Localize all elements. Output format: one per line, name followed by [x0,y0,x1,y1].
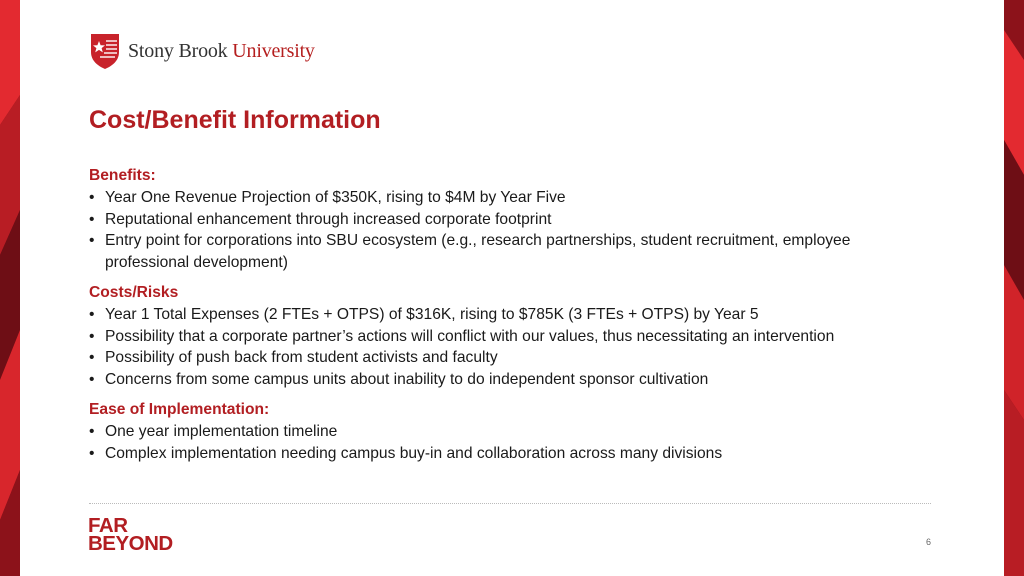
list-item: • Possibility of push back from student activists and faculty [89,347,919,369]
costs-risks-list [89,304,919,391]
logo-suffix: University [232,39,315,62]
far-beyond-logo [88,514,173,555]
list-item: • Year One Revenue Projection of $350K, rising to $4M by Year Five [89,187,919,209]
logo-name: Stony Brook [128,39,228,62]
slide-content [89,165,919,464]
list-item: • Entry point for corporations into SBU ecosystem (e.g., research partnerships, student recruitment, employee professional development) [89,230,919,274]
tagline-line-2: BEYOND [88,532,173,555]
list-item: • Year 1 Total Expenses (2 FTEs + OTPS) of $316K, rising to $785K (3 FTEs + OTPS) by Year 5 [89,304,919,326]
star-shield-icon [89,32,121,70]
costs-risks-heading: Costs/Risks [89,283,179,301]
list-item: • Complex implementation needing campus buy-in and collaboration across many divisions [89,443,919,465]
university-logo [89,32,315,70]
tagline-line-1: FAR [88,514,128,537]
right-decorative-stripe [1004,0,1024,576]
list-item: • Reputational enhancement through increased corporate footprint [89,209,919,231]
list-item: • One year implementation timeline [89,421,919,443]
logo-wordmark [128,40,315,63]
benefits-heading: Benefits: [89,167,156,184]
ease-of-implementation-list [89,421,919,465]
footer-divider [89,503,931,504]
page-number: 6 [926,537,932,547]
list-item: • Concerns from some campus units about inability to do independent sponsor cultivation [89,369,919,391]
slide-title: Cost/Benefit Information [89,106,381,134]
ease-of-implementation-heading: Ease of Implementation: [89,400,270,418]
left-decorative-stripe [0,0,20,576]
benefits-list [89,187,919,274]
list-item: • Possibility that a corporate partner’s actions will conflict with our values, thus necessitating an intervention [89,326,919,348]
